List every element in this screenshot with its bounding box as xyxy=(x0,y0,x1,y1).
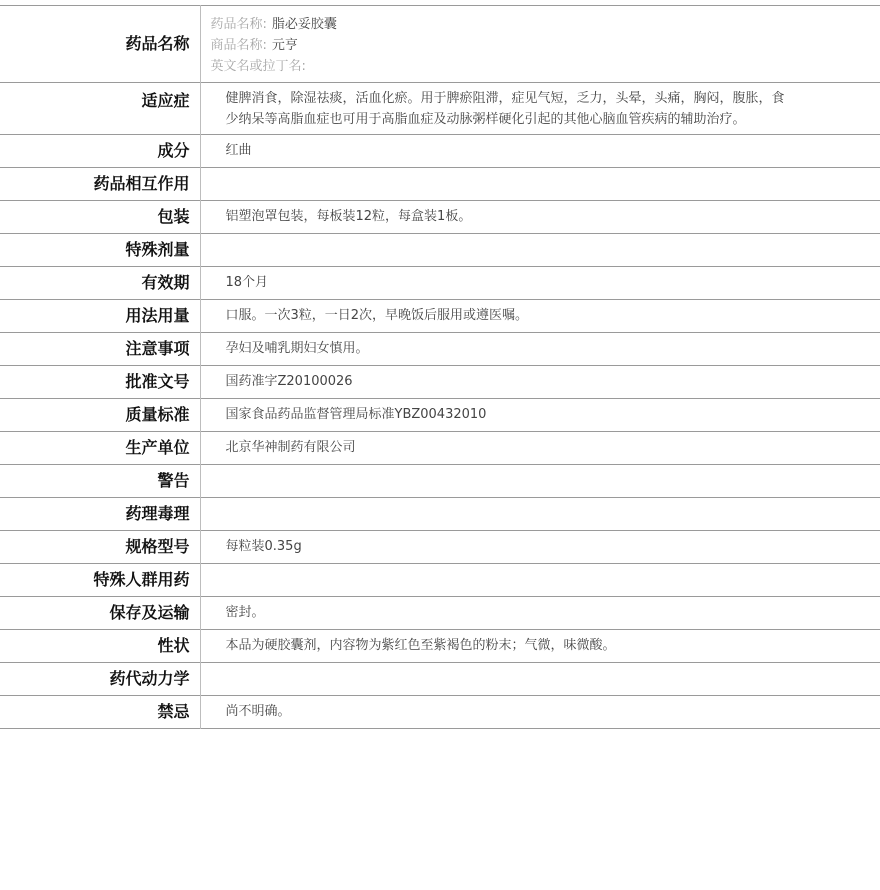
row-value: 每粒装0.35g xyxy=(225,539,302,554)
row-value xyxy=(200,465,880,498)
row-value xyxy=(200,234,880,267)
row-validity xyxy=(0,267,880,300)
row-value: 口服。一次3粒，一日2次，早晚饭后服用或遵医嘱。 xyxy=(225,308,529,323)
row-manufacturer xyxy=(0,432,880,465)
row-label: 药品名称 xyxy=(0,6,200,83)
row-special-dosage xyxy=(0,234,880,267)
row-label: 规格型号 xyxy=(0,531,200,564)
row-value: 18个月 xyxy=(225,275,269,290)
row-label: 性状 xyxy=(0,630,200,663)
english-name-line xyxy=(211,56,880,77)
row-names xyxy=(0,6,880,83)
row-value xyxy=(200,498,880,531)
row-properties xyxy=(0,630,880,663)
trade-name-value: 元亨 xyxy=(271,38,298,53)
row-value: 北京华神制药有限公司 xyxy=(225,440,356,455)
row-value xyxy=(200,663,880,696)
row-interactions xyxy=(0,168,880,201)
row-label: 用法用量 xyxy=(0,300,200,333)
row-label: 特殊人群用药 xyxy=(0,564,200,597)
row-value: 国药准字Z20100026 xyxy=(225,374,353,389)
row-value: 密封。 xyxy=(225,605,265,620)
row-value: 孕妇及哺乳期妇女慎用。 xyxy=(225,341,369,356)
row-dosage xyxy=(0,300,880,333)
row-value: 红曲 xyxy=(225,143,252,158)
row-value: 尚不明确。 xyxy=(225,704,291,719)
row-value xyxy=(200,168,880,201)
row-label: 保存及运输 xyxy=(0,597,200,630)
row-label: 药理毒理 xyxy=(0,498,200,531)
row-packaging xyxy=(0,201,880,234)
row-special-population xyxy=(0,564,880,597)
row-value: 国家食品药品监督管理局标准YBZ00432010 xyxy=(225,407,487,422)
row-precautions xyxy=(0,333,880,366)
row-label: 包装 xyxy=(0,201,200,234)
row-label: 批准文号 xyxy=(0,366,200,399)
row-label: 生产单位 xyxy=(0,432,200,465)
drug-name-label: 药品名称: xyxy=(210,17,267,32)
row-label: 质量标准 xyxy=(0,399,200,432)
row-label: 有效期 xyxy=(0,267,200,300)
row-value: 铝塑泡罩包装，每板装12粒，每盒装1板。 xyxy=(225,209,472,224)
trade-name-line xyxy=(211,35,880,56)
row-ingredients xyxy=(0,135,880,168)
names-cell xyxy=(200,6,880,83)
row-warning xyxy=(0,465,880,498)
row-label: 特殊剂量 xyxy=(0,234,200,267)
drug-name-line xyxy=(211,14,880,35)
row-pharmacology xyxy=(0,498,880,531)
english-name-label: 英文名或拉丁名: xyxy=(210,59,306,74)
row-label: 注意事项 xyxy=(0,333,200,366)
row-specification xyxy=(0,531,880,564)
row-contraindications xyxy=(0,696,880,729)
row-storage xyxy=(0,597,880,630)
row-value: 本品为硬胶囊剂，内容物为紫红色至紫褐色的粉末；气微，味微酸。 xyxy=(225,638,616,653)
row-label: 药品相互作用 xyxy=(0,168,200,201)
row-label: 警告 xyxy=(0,465,200,498)
row-label: 成分 xyxy=(0,135,200,168)
row-approval-number xyxy=(0,366,880,399)
row-label: 药代动力学 xyxy=(0,663,200,696)
row-value: 健脾消食，除湿祛痰，活血化瘀。用于脾瘀阻滞，症见气短，乏力，头晕，头痛，胸闷，腹胀，食少纳呆等高脂血症也可用于高脂血症及动脉粥样硬化引起的其他心脑血管疾病的辅助治疗。 xyxy=(225,91,785,127)
drug-name-value: 脂必妥胶囊 xyxy=(271,17,337,32)
row-indication xyxy=(0,83,880,135)
row-pharmacokinetics xyxy=(0,663,880,696)
drug-info-table xyxy=(0,5,880,729)
row-value xyxy=(200,564,880,597)
row-quality-standard xyxy=(0,399,880,432)
trade-name-label: 商品名称: xyxy=(210,38,267,53)
row-label: 禁忌 xyxy=(0,696,200,729)
row-label: 适应症 xyxy=(0,83,200,135)
